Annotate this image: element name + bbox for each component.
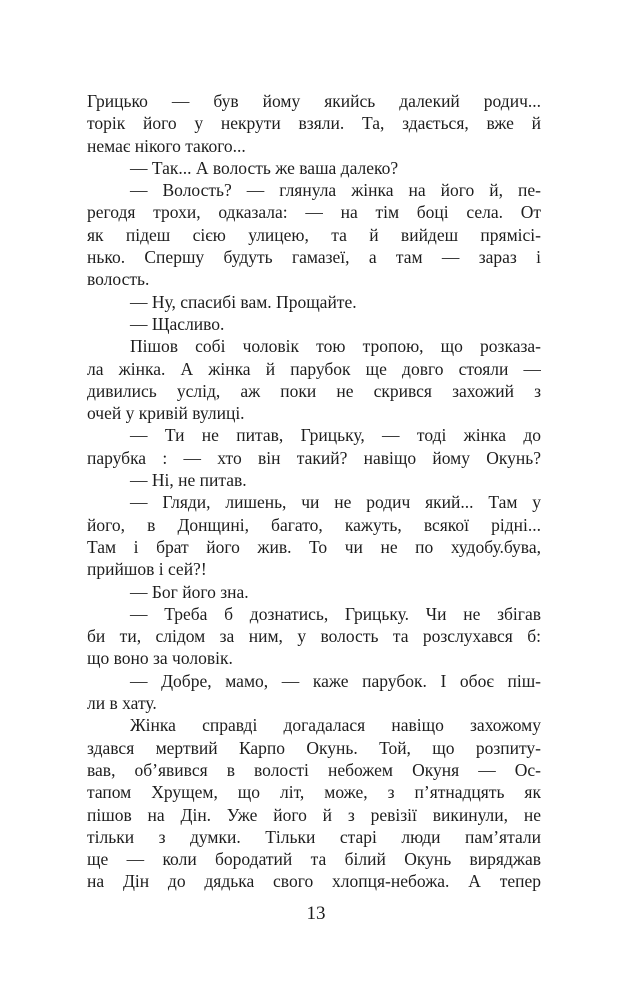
text-line: регодя трохи, одказала: — на тім боці села. От bbox=[87, 202, 541, 223]
text-line: — Ну, спасибі вам. Прощайте. bbox=[130, 291, 357, 312]
text-line: очей у кривій вулиці. bbox=[87, 403, 245, 424]
text-line: на Дін до дядька свого хлопця-небожа. А тепер bbox=[87, 871, 541, 892]
text-line: Жінка справді догадалася навіщо захожому bbox=[130, 715, 541, 736]
text-line: здався мертвий Карпо Окунь. Той, що розпиту- bbox=[87, 737, 541, 758]
text-line: — Волость? — глянула жінка на його й, пе- bbox=[130, 180, 541, 201]
text-line: би ти, слідом за ним, у волость та розслухався б: bbox=[87, 626, 541, 647]
text-line: — Так... А волость же ваша далеко? bbox=[130, 157, 399, 178]
text-line: — Добре, мамо, — каже парубок. І обоє піш- bbox=[130, 670, 541, 691]
text-line: ла жінка. А жінка й парубок ще довго стояли — bbox=[87, 358, 541, 379]
text-line: пішов на Дін. Уже його й з ревізії викинули, не bbox=[87, 804, 541, 825]
text-line: ще — коли бородатий та білий Окунь виряджав bbox=[87, 849, 541, 870]
page-number: 13 bbox=[306, 903, 326, 924]
text-line: — Щасливо. bbox=[130, 313, 225, 334]
text-line: тапом Хрущем, що літ, може, з п’ятнадцять як bbox=[87, 782, 541, 803]
text-line: — Ні, не питав. bbox=[130, 470, 247, 491]
text-line: — Треба б дознатись, Грицьку. Чи не збігав bbox=[130, 603, 541, 624]
text-line: немає нікого такого... bbox=[87, 135, 246, 156]
text-line: що воно за чоловік. bbox=[87, 648, 233, 669]
text-line: дивились услід, аж поки не скрився захожий з bbox=[87, 380, 541, 401]
text-line: волость. bbox=[87, 269, 150, 290]
text-line: — Ти не питав, Грицьку, — тоді жінка до bbox=[130, 425, 541, 446]
text-line: ли в хату. bbox=[87, 693, 157, 714]
text-line: тільки з думки. Тільки старі люди пам’ятали bbox=[87, 826, 541, 847]
text-line: торік його у некрути взяли. Та, здається, вже й bbox=[87, 113, 541, 134]
text-line: прийшов і сей?! bbox=[87, 559, 207, 580]
text-line: Там і брат його жив. То чи не по худобу.бува, bbox=[87, 536, 541, 557]
text-line: як підеш сією улицею, та й вийдеш прямісі- bbox=[87, 224, 541, 245]
text-line: вав, об’явився в волості небожем Окуня — Ос- bbox=[87, 759, 541, 780]
text-line: його, в Донщині, багато, кажуть, всякої рідні... bbox=[87, 514, 541, 535]
text-line: Грицько — був йому якийсь далекий родич... bbox=[87, 91, 541, 111]
text-line: нько. Спершу будуть гамазеї, а там — зараз і bbox=[87, 247, 541, 268]
text-line: Пішов собі чоловік тою тропою, що розказа- bbox=[130, 336, 541, 357]
body-text bbox=[87, 90, 541, 893]
text-line: — Бог його зна. bbox=[130, 581, 249, 602]
text-line: парубка : — хто він такий? навіщо йому Окунь? bbox=[87, 447, 541, 468]
text-line: — Гляди, лишень, чи не родич який... Там у bbox=[130, 492, 541, 513]
